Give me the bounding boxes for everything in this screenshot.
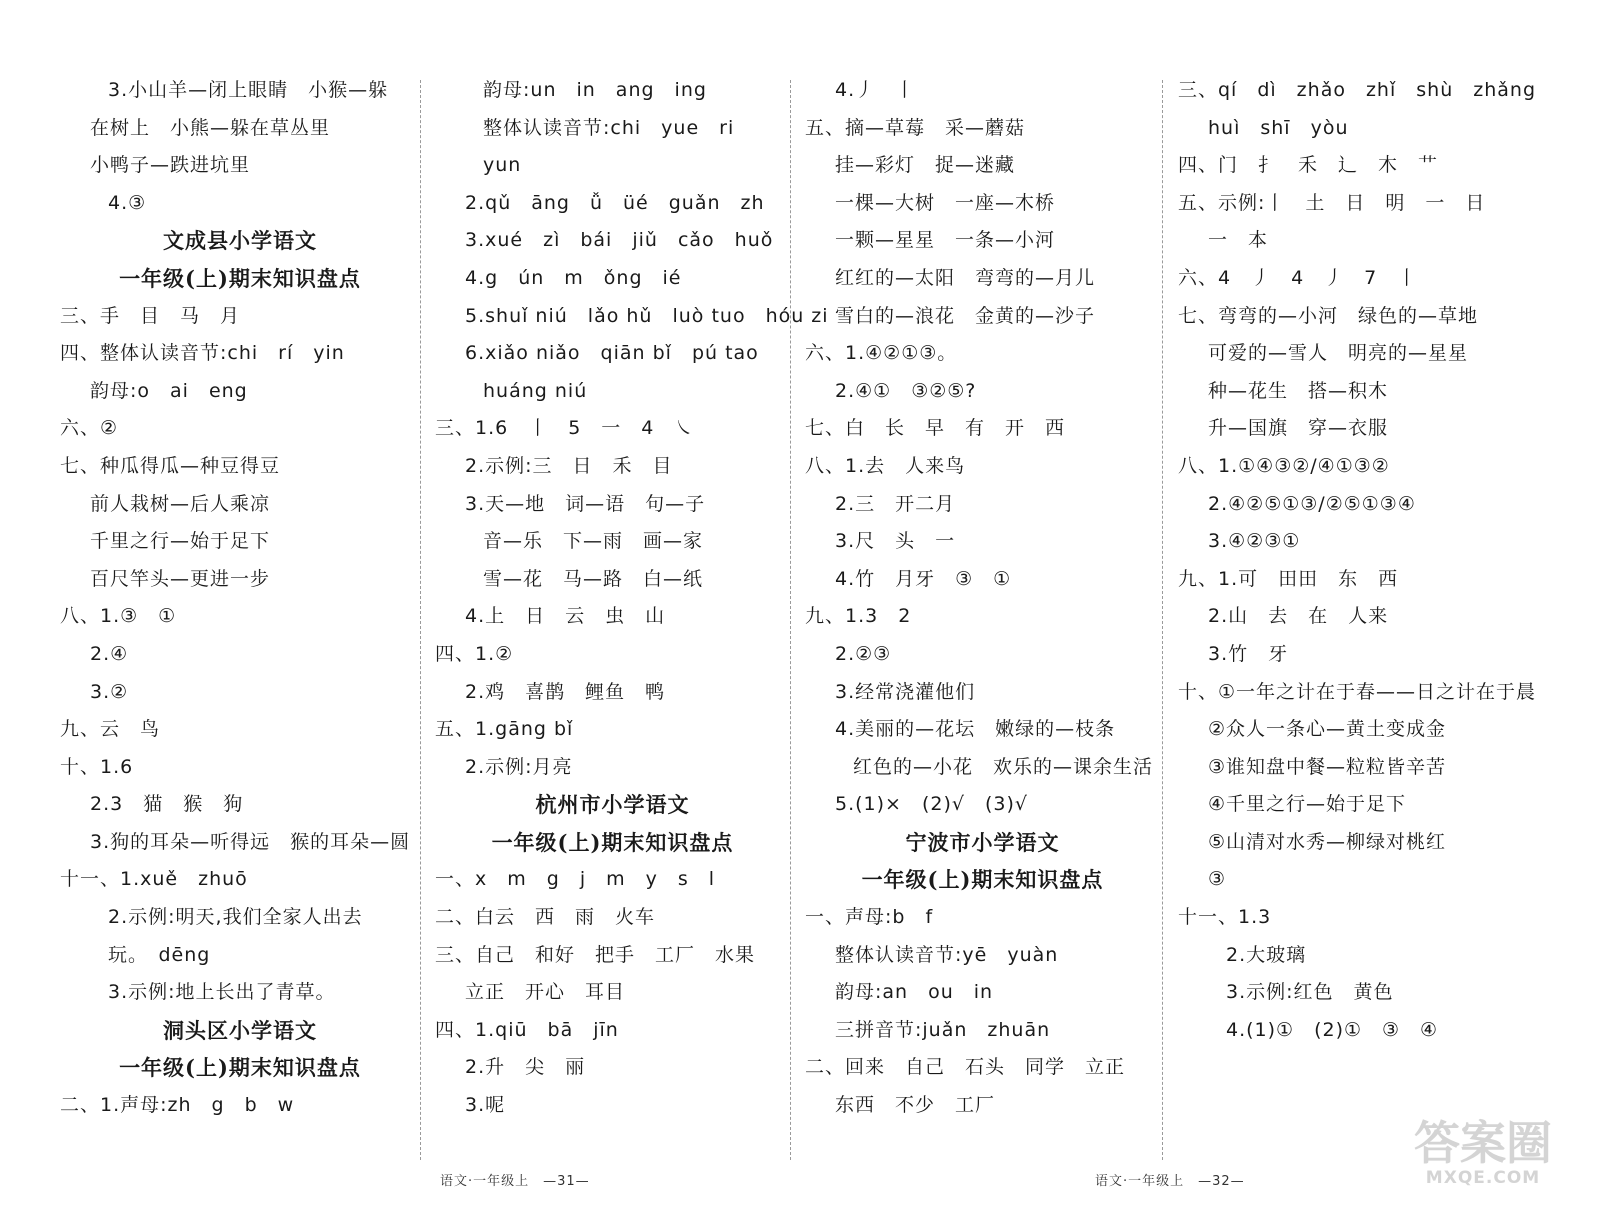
answer-line: 六、② [60, 417, 119, 440]
section-heading: 杭州市小学语文 [535, 792, 690, 818]
answer-line: 2.山 去 在 人来 [1208, 605, 1389, 628]
answer-line: 在树上 小熊—躲在草丛里 [90, 116, 331, 139]
answer-line: 升—国旗 穿—衣服 [1208, 417, 1389, 440]
answer-line: 二、白云 西 雨 火车 [435, 906, 656, 929]
answer-line: 十、1.6 [60, 755, 134, 778]
answer-line: 二、回来 自己 石头 同学 立正 [805, 1056, 1126, 1079]
column-3 [805, 72, 1160, 1158]
answer-line: 六、1.④②①③。 [805, 342, 958, 365]
answer-line: 一、x m g j m y s l [435, 868, 716, 891]
answer-line: 四、门 扌 禾 辶 木 艹 [1178, 154, 1439, 177]
answer-line: 七、白 长 早 有 开 西 [805, 417, 1066, 440]
answer-line: 整体认读音节:yē yuàn [835, 943, 1059, 966]
answer-line: 红红的—太阳 弯弯的—月儿 [835, 266, 1096, 289]
answer-line: 4.(1)① (2)① ③ ④ [1226, 1018, 1439, 1041]
answer-line: 韵母:un in ang ing [483, 79, 707, 101]
section-heading: 一年级(上)期末知识盘点 [861, 867, 1104, 893]
answer-line: 四、整体认读音节:chi rí yin [60, 342, 345, 365]
answer-line: 2.升 尖 丽 [465, 1056, 586, 1079]
answer-line: 前人栽树—后人乘凉 [90, 492, 271, 515]
answer-line: 2.示例:月亮 [465, 755, 573, 778]
column-1 [60, 72, 420, 1158]
answer-line: 五、1.gāng bǐ [435, 718, 574, 741]
answer-line: 3.xué zì bái jiǔ cǎo huǒ [465, 229, 774, 252]
answer-line: 三、1.6 丨 5 一 4 ㇏ [435, 417, 695, 440]
answer-line: 挂—彩灯 捉—迷藏 [835, 154, 1016, 177]
answer-line: 五、摘—草莓 采—蘑菇 [805, 116, 1026, 139]
answer-line: ③ [1208, 868, 1227, 891]
answer-line: 小鸭子—跌进坑里 [90, 154, 251, 177]
answer-line: 音—乐 下—雨 画—家 [483, 530, 704, 553]
answer-line: 整体认读音节:chi yue ri [483, 116, 735, 139]
answer-line: 十一、1.3 [1178, 906, 1272, 929]
section-heading: 洞头区小学语文 [163, 1017, 317, 1043]
answer-line: 韵母:an ou in [835, 981, 994, 1004]
answer-line: 4.美丽的—花坛 嫩绿的—枝条 [835, 718, 1116, 741]
section-heading: 一年级(上)期末知识盘点 [119, 1055, 361, 1081]
answer-line: 2.鸡 喜鹊 鲤鱼 鸭 [465, 680, 666, 703]
answer-line: 一、声母:b f [805, 906, 934, 929]
answer-line: 六、4 丿 4 丿 7 丨 [1178, 266, 1418, 289]
answer-line: 韵母:o ai eng [90, 379, 248, 402]
answer-line: 4.竹 月牙 ③ ① [835, 567, 1012, 590]
answer-line: 五、示例:丨 土 日 明 一 日 [1178, 191, 1486, 214]
answer-line: 3.狗的耳朵—听得远 猴的耳朵—圆 [90, 830, 411, 853]
answer-line: 5.shuǐ niú lǎo hǔ luò tuo hóu zi [465, 304, 829, 327]
answer-line: 4.上 日 云 虫 山 [465, 605, 666, 628]
answer-line: 一棵—大树 一座—木桥 [835, 191, 1056, 214]
answer-line: 九、云 鸟 [60, 718, 161, 741]
answer-line: 3.小山羊—闭上眼睛 小猴—躲 [108, 79, 389, 101]
answer-line: 七、弯弯的—小河 绿色的—草地 [1178, 304, 1479, 327]
answer-line: 一 本 [1208, 229, 1269, 252]
answer-line: 6.xiǎo niǎo qiān bǐ pú tao [465, 342, 759, 365]
watermark-logo [1408, 1118, 1558, 1198]
answer-line: 十、①一年之计在于春——日之计在于晨 [1178, 680, 1537, 703]
answer-line: 八、1.①④③②/④①③② [1178, 454, 1390, 477]
column-divider [420, 80, 421, 1160]
answer-line: 3.示例:地上长出了青草。 [108, 981, 336, 1004]
answer-line: 种—花生 搭—积木 [1208, 379, 1389, 402]
answer-line: 2.示例:明天,我们全家人出去 [108, 906, 363, 929]
answer-line: 3.呢 [465, 1094, 506, 1117]
answer-line: 2.④②⑤①③/②⑤①③④ [1208, 492, 1416, 515]
watermark-url: MXQE.COM [1425, 1168, 1541, 1188]
page-footer-right: 语文·一年级上 —32— [1095, 1174, 1245, 1189]
section-heading: 一年级(上)期末知识盘点 [491, 829, 734, 855]
answer-line: 4.g ún m ǒng ié [465, 266, 682, 289]
answer-line: 雪—花 马—路 白—纸 [483, 567, 704, 590]
answer-line: 八、1.去 人来鸟 [805, 454, 966, 477]
answer-line: 4.丿 丨 [835, 79, 916, 101]
answer-line: 3.④②③① [1208, 530, 1301, 553]
answer-line: 2.④① ③②⑤? [835, 379, 977, 402]
answer-line: 十一、1.xuě zhuō [60, 868, 248, 891]
answer-line: 雪白的—浪花 金黄的—沙子 [835, 304, 1096, 327]
answer-line: 2.qǔ āng ǚ üé guǎn zh [465, 191, 765, 214]
answer-line: 玩。 dēng [108, 943, 211, 966]
answer-line: 3.示例:红色 黄色 [1226, 981, 1394, 1004]
column-4 [1178, 72, 1578, 1158]
answer-line: 2.示例:三 日 禾 目 [465, 454, 673, 477]
answer-line: huì shī yòu [1208, 116, 1349, 139]
answer-line: 5.(1)× (2)√ (3)√ [835, 793, 1029, 816]
answer-line: yun [483, 154, 522, 177]
column-divider [1162, 80, 1163, 1160]
answer-line: 三拼音节:juǎn zhuān [835, 1018, 1051, 1041]
answer-line: 2.3 猫 猴 狗 [90, 793, 244, 816]
answer-line: 千里之行—始于足下 [90, 530, 271, 553]
answer-line: 九、1.3 2 [805, 605, 912, 628]
answer-line: 二、1.声母:zh g b w [60, 1094, 295, 1117]
answer-line: 四、1.qiū bā jīn [435, 1018, 619, 1041]
answer-line: 三、自己 和好 把手 工厂 水果 [435, 943, 756, 966]
answer-line: 东西 不少 工厂 [835, 1094, 996, 1117]
column-divider [790, 80, 791, 1160]
answer-line: 四、1.② [435, 642, 514, 665]
answer-line: ②众人一条心—黄土变成金 [1208, 718, 1447, 741]
answer-line: 3.竹 牙 [1208, 642, 1289, 665]
answer-line: 红色的—小花 欢乐的—课余生活 [853, 755, 1154, 778]
page-footer-left: 语文·一年级上 —31— [440, 1174, 590, 1189]
answer-line: 2.大玻璃 [1226, 943, 1307, 966]
watermark-title: 答案圈 [1414, 1116, 1552, 1170]
answer-line: 3.经常浇灌他们 [835, 680, 976, 703]
answer-line: 三、手 目 马 月 [60, 304, 241, 327]
answer-line: 3.② [90, 680, 129, 703]
answer-line: 九、1.可 田田 东 西 [1178, 567, 1399, 590]
answer-line: 七、种瓜得瓜—种豆得豆 [60, 454, 281, 477]
answer-line: 2.三 开二月 [835, 492, 956, 515]
answer-line: 3.尺 头 一 [835, 530, 956, 553]
answer-line: 八、1.③ ① [60, 605, 177, 628]
section-heading: 一年级(上)期末知识盘点 [119, 265, 361, 291]
answer-line: ③谁知盘中餐—粒粒皆辛苦 [1208, 755, 1447, 778]
answer-line: 三、qí dì zhǎo zhǐ shù zhǎng [1178, 79, 1536, 101]
answer-line: 3.天—地 词—语 句—子 [465, 492, 706, 515]
answer-line: huáng niú [483, 379, 588, 402]
answer-line: 可爱的—雪人 明亮的—星星 [1208, 342, 1469, 365]
answer-line: 2.④ [90, 642, 129, 665]
answer-line: 2.②③ [835, 642, 892, 665]
answer-line: 立正 开心 耳目 [465, 981, 626, 1004]
answer-line: ⑤山清对水秀—柳绿对桃红 [1208, 830, 1447, 853]
answer-line: 百尺竿头—更进一步 [90, 567, 271, 590]
section-heading: 文成县小学语文 [163, 228, 317, 254]
answer-line: ④千里之行—始于足下 [1208, 793, 1407, 816]
section-heading: 宁波市小学语文 [905, 829, 1060, 855]
answer-line: 一颗—星星 一条—小河 [835, 229, 1056, 252]
column-2 [435, 72, 829, 1158]
answer-line: 4.③ [108, 191, 147, 214]
